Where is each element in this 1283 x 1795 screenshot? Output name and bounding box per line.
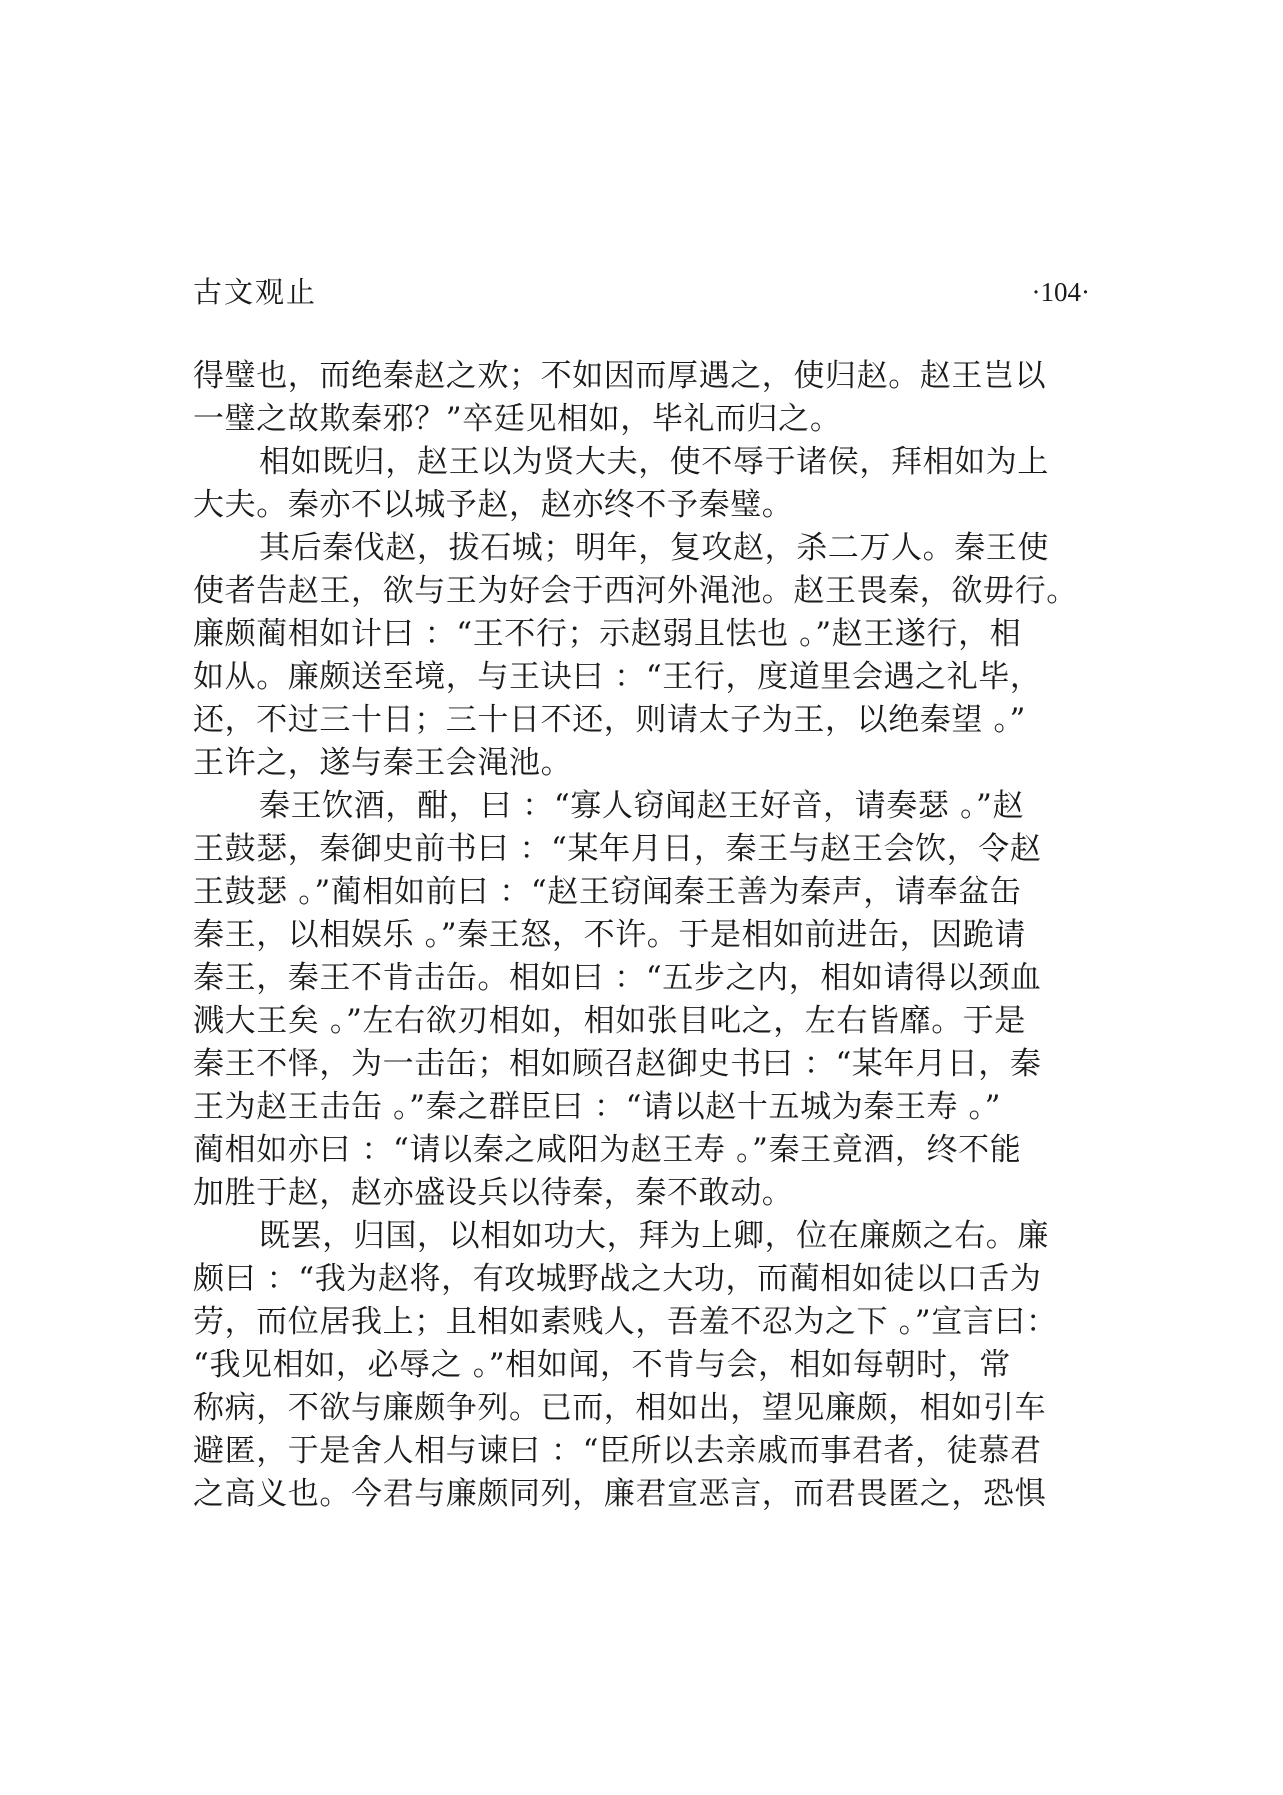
text-line: 秦王饮酒，酣，曰 ：“寡人窃闻赵王好音，请奏瑟 。”赵 — [259, 788, 1025, 824]
text-line: 蔺相如亦曰 ：“请以秦之咸阳为赵王寿 。”秦王竟酒，终不能 — [193, 1132, 1022, 1168]
text-line: 秦王，以相娱乐 。”秦王怒，不许。于是相如前进缶，因跪请 — [193, 917, 1026, 953]
text-line: “我见相如，必辱之 。”相如闻，不肯与会，相如每朝时，常 — [193, 1347, 1011, 1383]
text-line: 王鼓瑟，秦御史前书曰 ：“某年月日，秦王与赵王会饮，令赵 — [193, 831, 1042, 867]
text-line: 得璧也，而绝秦赵之欢；不如因而厚遇之，使归赵。赵王岂以 — [193, 358, 1047, 394]
text-line: 大夫。秦亦不以城予赵，赵亦终不予秦璧。 — [193, 487, 794, 523]
text-line: 称病，不欲与廉颇争列。已而，相如出，望见廉颇，相如引车 — [193, 1390, 1047, 1426]
body-text — [193, 355, 1090, 1516]
text-line: 其后秦伐赵，拔石城；明年，复攻赵，杀二万人。秦王使 — [259, 530, 1049, 566]
text-line: 如从。廉颇送至境，与王诀曰 ：“王行，度道里会遇之礼毕， — [193, 659, 1042, 695]
text-line: 加胜于赵，赵亦盛设兵以待秦，秦不敢动。 — [193, 1175, 794, 1211]
text-line: 廉颇蔺相如计曰 ：“王不行；示赵弱且怯也 。”赵王遂行，相 — [193, 616, 1022, 652]
text-line: 之高义也。今君与廉颇同列，廉君宣恶言，而君畏匿之，恐惧 — [193, 1476, 1047, 1512]
text-line: 还，不过三十日；三十日不还，则请太子为王，以绝秦望 。” — [193, 702, 1026, 738]
text-line: 溅大王矣 。”左右欲刃相如，相如张目叱之，左右皆靡。于是 — [193, 1003, 1026, 1039]
text-line: 避匿，于是舍人相与谏曰 ：“臣所以去亲戚而事君者，徒慕君 — [193, 1433, 1042, 1469]
text-line: 一璧之故欺秦邪？”卒廷见相如，毕礼而归之。 — [193, 401, 842, 437]
running-header — [193, 272, 1090, 312]
text-line: 秦王，秦王不肯击缶。相如曰 ：“五步之内，相如请得以颈血 — [193, 960, 1042, 996]
text-line: 相如既归，赵王以为贤大夫，使不辱于诸侯，拜相如为上 — [259, 444, 1049, 480]
text-line: 既罢，归国，以相如功大，拜为上卿，位在廉颇之右。廉 — [259, 1218, 1049, 1254]
text-line: 王为赵王击缶 。”秦之群臣曰 ：“请以赵十五城为秦王寿 。” — [193, 1089, 1002, 1125]
text-line: 颇曰 ：“我为赵将，有攻城野战之大功，而蔺相如徒以口舌为 — [193, 1261, 1042, 1297]
text-line: 王鼓瑟 。”蔺相如前曰 ：“赵王窃闻秦王善为秦声，请奉盆缶 — [193, 874, 1022, 910]
text-line: 使者告赵王，欲与王为好会于西河外渑池。赵王畏秦，欲毋行。 — [193, 573, 1078, 609]
book-title: 古文观止 — [193, 275, 318, 309]
text-line: 秦王不怿，为一击缶；相如顾召赵御史书曰 ：“某年月日，秦 — [193, 1046, 1042, 1082]
page-number: ·104· — [1031, 277, 1090, 307]
text-line: 王许之，遂与秦王会渑池。 — [193, 745, 573, 781]
text-line: 劳，而位居我上；且相如素贱人，吾羞不忍为之下 。”宣言曰： — [193, 1304, 1058, 1340]
